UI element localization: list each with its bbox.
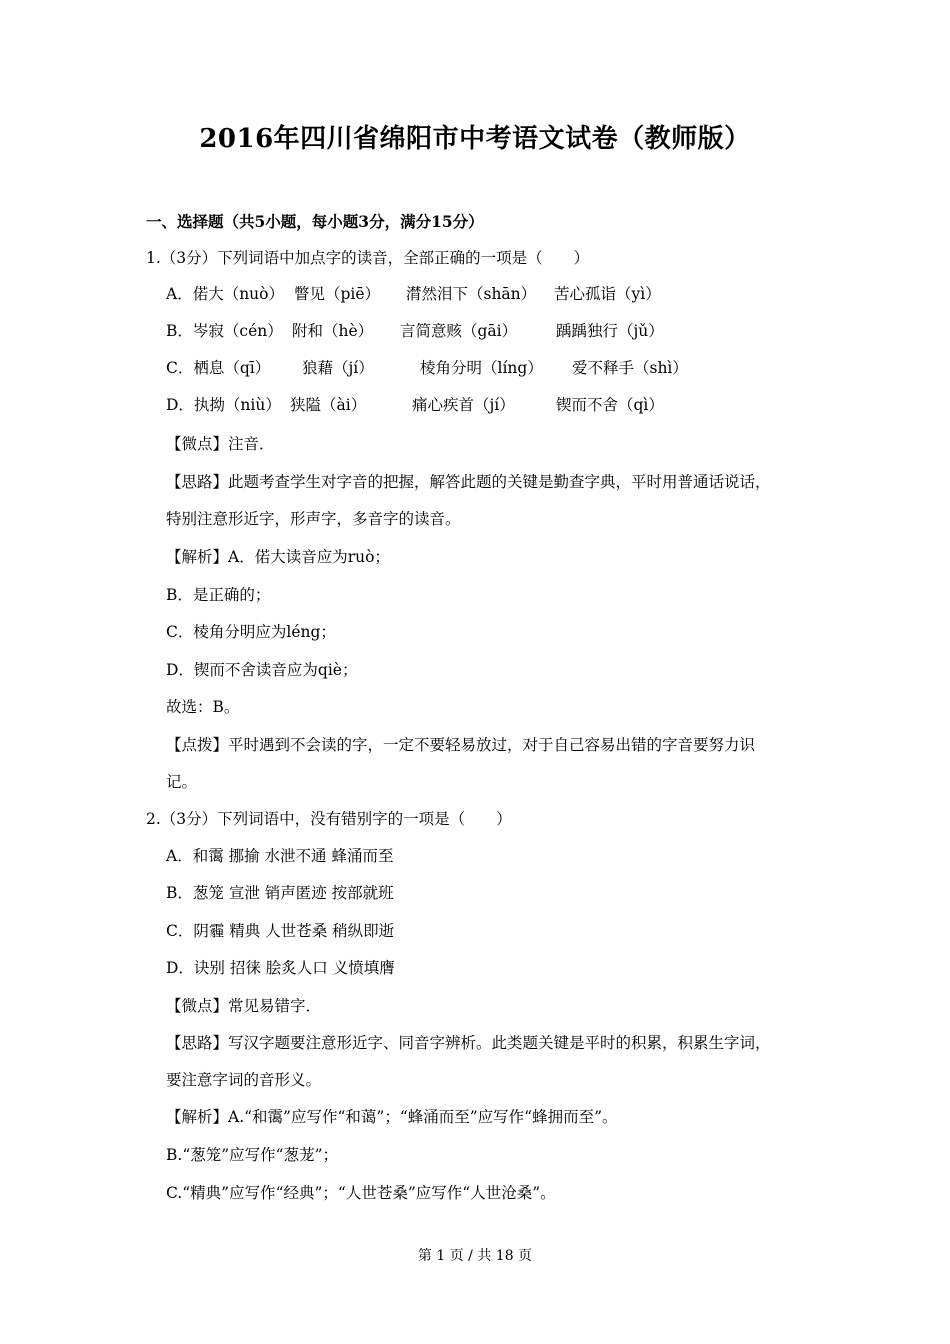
q1-answer: 故选：B。 [166, 698, 240, 716]
q2-option-c: C．阴霾 精典 人世苍桑 稍纵即逝 [166, 922, 395, 940]
q1-jiexi-c: C．棱角分明应为léng； [166, 623, 336, 641]
q2-option-b: B．葱笼 宣泄 销声匿迹 按部就班 [166, 884, 394, 902]
page-footer: 第 1 页 / 共 18 页 [417, 1248, 533, 1264]
q1-weidian: 【微点】注音． [166, 435, 275, 453]
q1-a-item-4: 苦心孤诣（yì） [554, 285, 661, 303]
q2-silu-line-1: 【思路】写汉字题要注意形近字、同音字辨析。此类题关键是平时的积累，积累生字词， [166, 1034, 771, 1052]
q1-d-item-3: 痛心疾首（jí） [412, 396, 515, 414]
q2-jiexi-b: B.“葱笼”应写作“葱茏”； [166, 1146, 339, 1164]
q1-a-item-2: 瞥见（piē） [294, 285, 381, 303]
q1-b-item-2: 附和（hè） [292, 322, 374, 340]
q1-dianbo-line-1: 【点拨】平时遇到不会读的字，一定不要轻易放过，对于自己容易出错的字音要努力识 [166, 736, 756, 754]
q2-jiexi-c: C.“精典”应写作“经典”；“人世苍桑”应写作“人世沧桑”。 [166, 1184, 556, 1202]
q1-c-item-1: C．栖息（qī） [166, 359, 271, 377]
q1-option-a [166, 283, 661, 305]
section-heading: 一、选择题（共5小题，每小题3分，满分15分） [146, 212, 484, 231]
q1-c-item-4: 爱不释手（shì） [572, 359, 688, 377]
q1-silu-line-1: 【思路】此题考查学生对字音的把握，解答此题的关键是勤查字典，平时用普通话说话， [166, 473, 771, 491]
q1-jiexi-b: B．是正确的； [166, 586, 271, 604]
q1-d-item-2: 狭隘（ài） [290, 396, 367, 414]
page-title: 2016年四川省绵阳市中考语文试卷（教师版） [199, 124, 751, 154]
q1-jiexi: 【解析】A．偌大读音应为ruò； [166, 548, 390, 566]
q2-option-a: A．和霭 挪揄 水泄不通 蜂涌而至 [166, 847, 394, 865]
q1-c-item-3: 棱角分明（líng） [420, 359, 543, 377]
question-2-stem: 2.（3分）下列词语中，没有错别字的一项是（ ） [146, 810, 512, 828]
q1-dianbo-line-2: 记。 [166, 773, 198, 791]
q1-silu-line-2: 特别注意形近字，形声字，多音字的读音。 [166, 510, 461, 528]
q1-b-item-1: B．岑寂（cén） [166, 322, 283, 340]
q2-option-d: D．诀别 招徕 脍炙人口 义愤填膺 [166, 959, 395, 977]
q1-d-item-1: D．执拗（niù） [166, 396, 281, 414]
q1-b-item-4: 踽踽独行（jǔ） [556, 322, 664, 340]
q1-d-item-4: 锲而不舍（qì） [556, 396, 664, 414]
q1-b-item-3: 言简意赅（gāi） [400, 322, 518, 340]
question-1-stem: 1.（3分）下列词语中加点字的读音，全部正确的一项是（ ） [146, 249, 590, 267]
q1-option-b [166, 320, 664, 342]
q1-a-item-3: 潸然泪下（shān） [406, 285, 537, 303]
q2-weidian: 【微点】常见易错字． [166, 997, 322, 1015]
q1-option-c [166, 357, 688, 379]
q1-c-item-2: 狼藉（jí） [302, 359, 374, 377]
q1-jiexi-d: D．锲而不舍读音应为qiè； [166, 661, 358, 679]
q1-option-d [166, 394, 664, 416]
q2-silu-line-2: 要注意字词的音形义。 [166, 1071, 322, 1089]
q1-a-item-1: A．偌大（nuò） [166, 285, 284, 303]
q2-jiexi: 【解析】A.“和霭”应写作“和蔼”；“蜂涌而至”应写作“蜂拥而至”。 [166, 1108, 618, 1126]
